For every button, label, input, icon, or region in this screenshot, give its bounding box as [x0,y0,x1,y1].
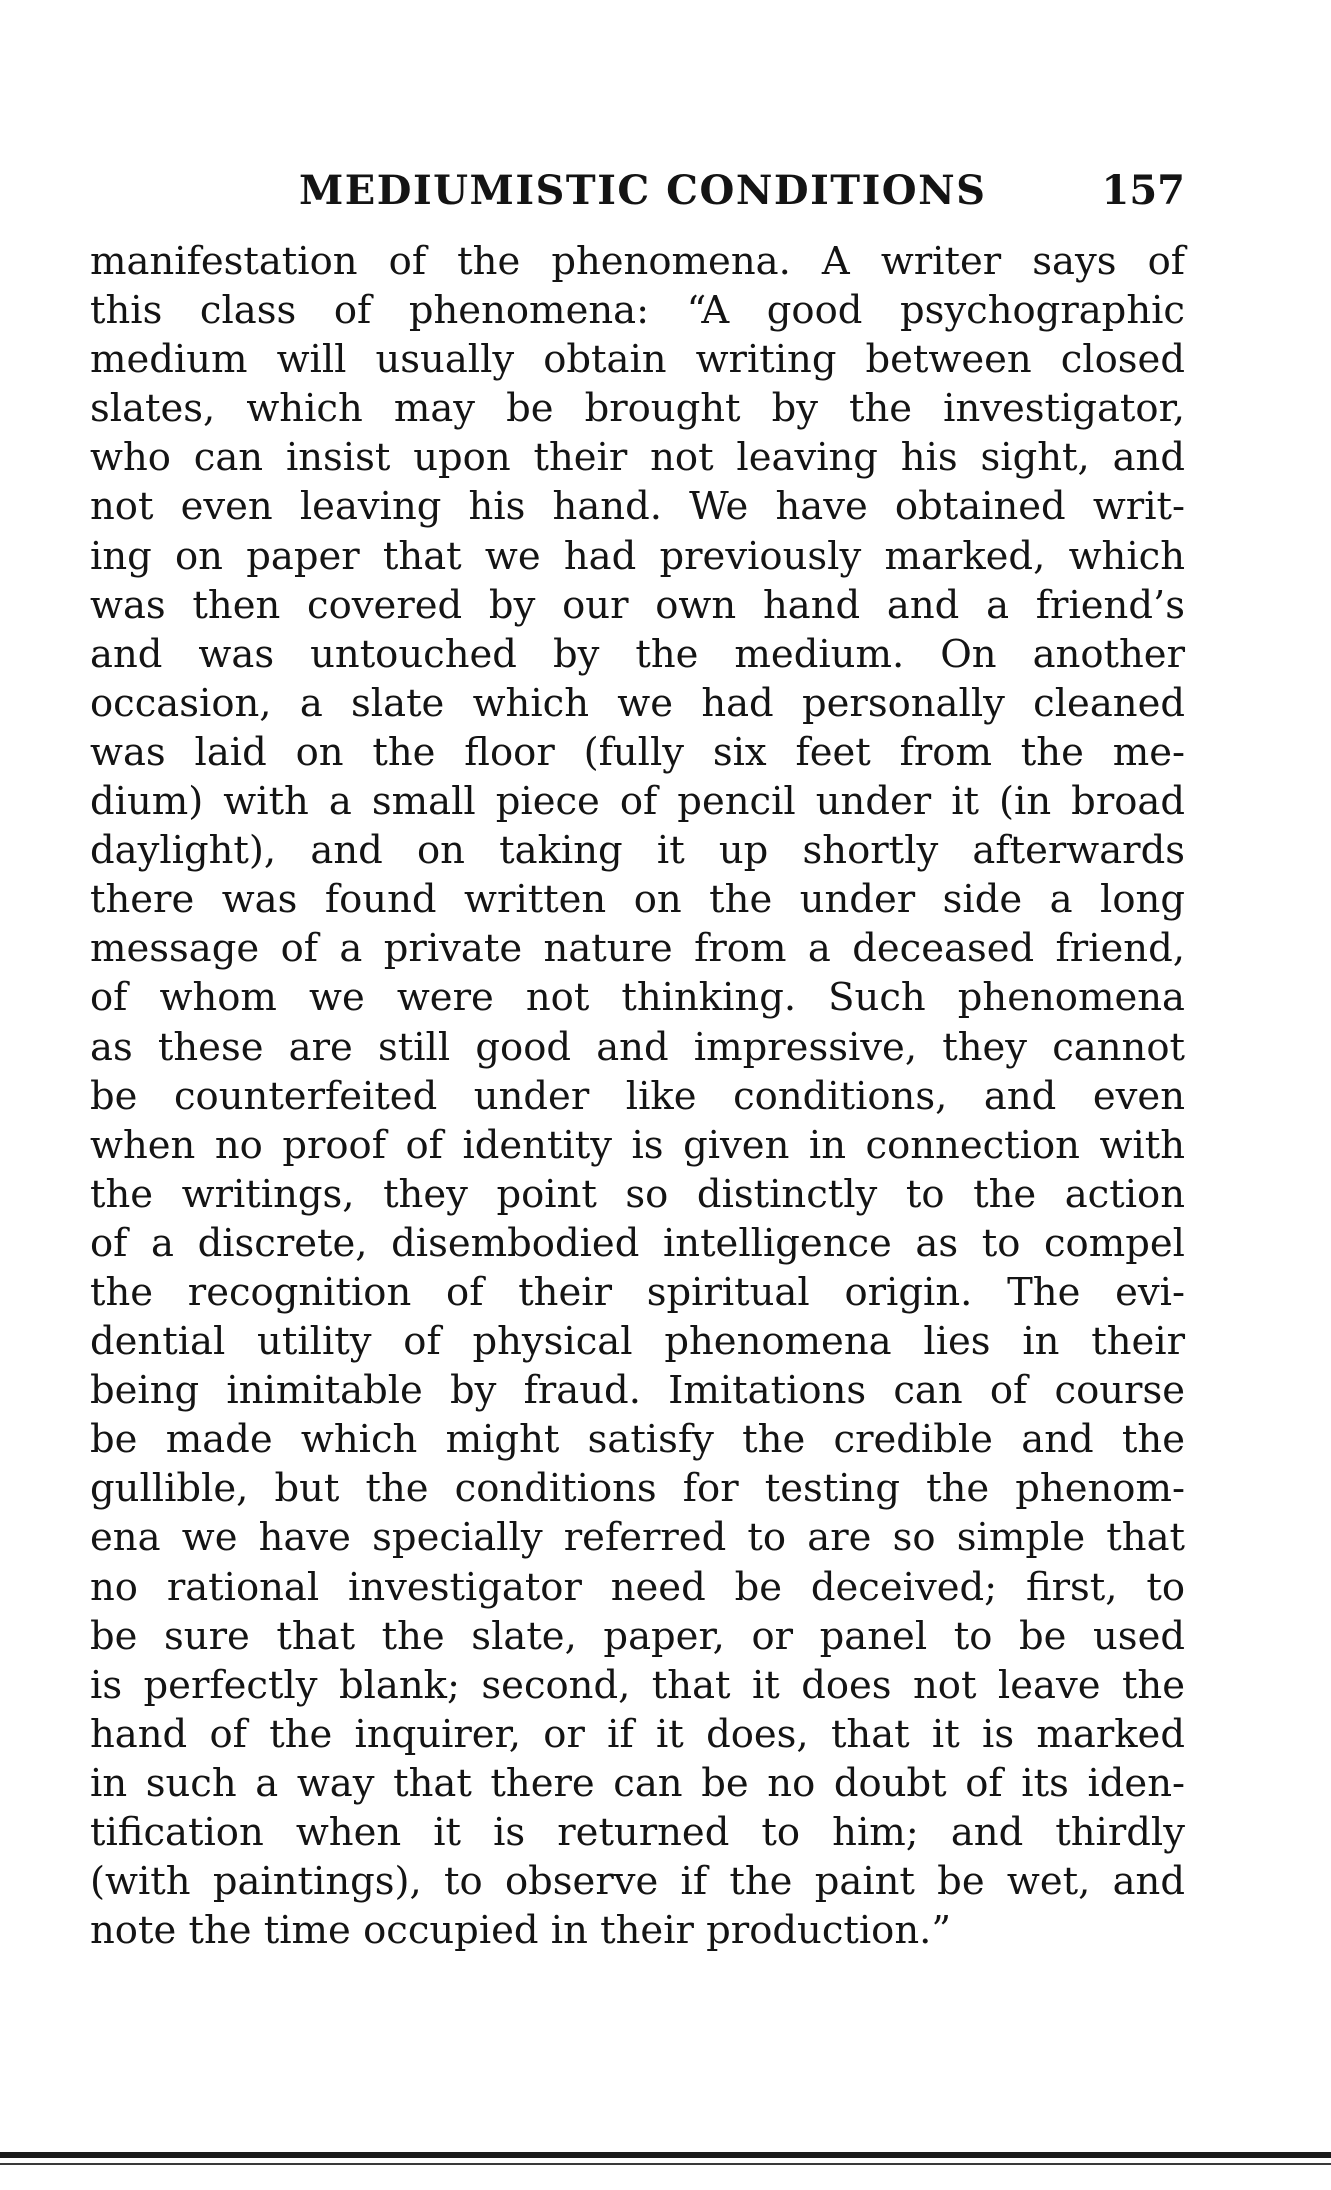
text-line: is perfectly blank; second, that it does not leave the [90,1662,1185,1708]
body-text [90,237,1185,1955]
text-line: this class of phenomena: “A good psychographic [90,288,1185,334]
page-number: 157 [1101,167,1185,214]
text-line: manifestation of the phenomena. A writer says of [90,239,1185,284]
text-line: of whom we were not thinking. Such phenomena [90,975,1185,1021]
text-line: in such a way that there can be no doubt of its iden- [90,1760,1185,1806]
running-title: MEDIUMISTIC CONDITIONS [299,167,987,214]
text-line: note the time occupied in their production.” [90,1908,952,1954]
text-line: there was found written on the under side a long [90,877,1185,923]
text-line: message of a private nature from a deceased friend, [90,926,1185,972]
running-head [90,160,1185,222]
text-line: was then covered by our own hand and a friend’s [90,582,1185,628]
text-line: no rational investigator need be deceived; first, to [90,1564,1185,1610]
text-line: as these are still good and impressive, they cannot [90,1024,1185,1070]
text-line: (with paintings), to observe if the paint be wet, and [90,1859,1185,1905]
text-line: ing on paper that we had previously marked, which [90,533,1185,579]
text-line: gullible, but the conditions for testing the phenom- [90,1466,1185,1512]
text-line: being inimitable by fraud. Imitations can of course [90,1368,1185,1414]
text-line: ena we have specially referred to are so simple that [90,1515,1185,1561]
text-line: was laid on the floor (fully six feet from the me- [90,729,1185,775]
text-line: who can insist upon their not leaving his sight, and [90,435,1185,481]
text-line: the recognition of their spiritual origin. The evi- [90,1269,1185,1315]
text-line: be sure that the slate, paper, or panel to be used [90,1613,1185,1659]
text-line: tification when it is returned to him; and thirdly [90,1810,1185,1855]
text-line: of a discrete, disembodied intelligence as to compel [90,1220,1185,1266]
text-line: not even leaving his hand. We have obtained writ- [90,484,1185,530]
text-line: dential utility of physical phenomena lies in their [90,1319,1185,1365]
bottom-rule [0,2152,1331,2158]
text-line: hand of the inquirer, or if it does, that it is marked [90,1711,1185,1757]
text-line: when no proof of identity is given in connection with [90,1122,1185,1168]
text-line: be made which might satisfy the credible and the [90,1417,1185,1463]
text-line: medium will usually obtain writing between closed [90,337,1185,383]
text-line: daylight), and on taking it up shortly afterwards [90,828,1185,874]
text-line: and was untouched by the medium. On another [90,631,1185,677]
text-line: the writings, they point so distinctly to the action [90,1171,1185,1217]
text-line: occasion, a slate which we had personally cleaned [90,680,1185,726]
bottom-rule-thin [0,2163,1331,2165]
text-line: dium) with a small piece of pencil under it (in broad [90,779,1185,825]
text-line: be counterfeited under like conditions, and even [90,1073,1185,1119]
text-line: slates, which may be brought by the investigator, [90,386,1185,432]
